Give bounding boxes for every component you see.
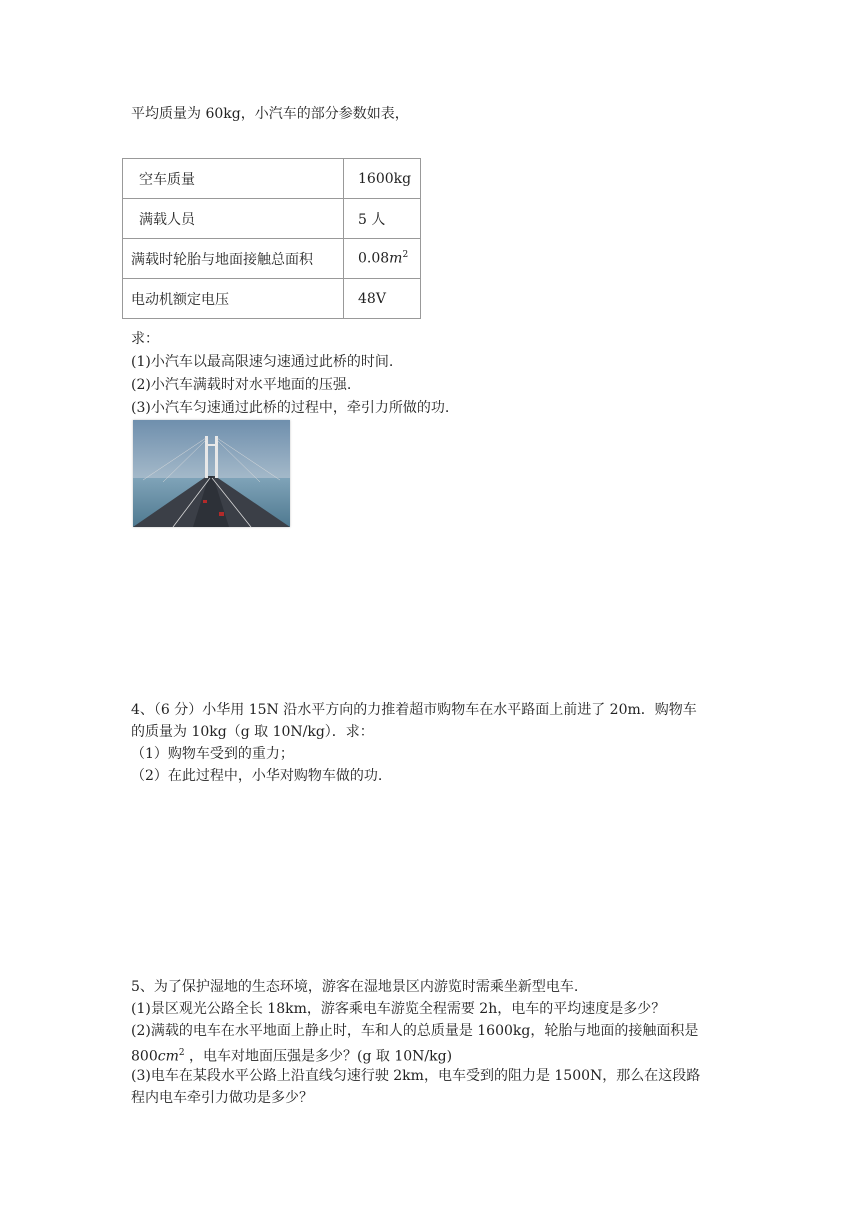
q5-line-5: (3)电车在某段水平公路上沿直线匀速行驶 2km，电车受到的阻力是 1500N，那么在这段路 [131, 1068, 701, 1084]
table-row [123, 159, 421, 199]
q3-intro: 平均质量为 60kg，小汽车的部分参数如表， [131, 106, 409, 122]
param-key: 满载人员 [123, 199, 344, 239]
q3-ask: 求： [131, 331, 159, 347]
q5-line-3: (2)满载的电车在水平地面上静止时，车和人的总质量是 1600kg，轮胎与地面的接触面积是 [131, 1023, 699, 1039]
param-value: 5 人 [344, 199, 421, 239]
table-row [123, 279, 421, 319]
q4-item-1: （1）购物车受到的重力； [131, 746, 294, 762]
param-value: 1600kg [344, 159, 421, 199]
table-row [123, 239, 421, 279]
q3-item-2: (2)小汽车满载时对水平地面的压强. [131, 377, 352, 393]
q5-line-4: $800cm^2$ ，电车对地面压强是多少？(g 取 10N/kg) [131, 1048, 453, 1065]
param-key: 空车质量 [123, 159, 344, 199]
car-params-table [122, 158, 421, 319]
param-value: $0.08m^2$ [344, 239, 421, 279]
q4-line-2: 的质量为 10kg（g 取 10N/kg）．求： [131, 724, 374, 740]
q5-line-1: 5、为了保护湿地的生态环境，游客在湿地景区内游览时需乘坐新型电车. [131, 979, 579, 995]
q5-line-2: (1)景区观光公路全长 18km，游客乘电车游览全程需要 2h，电车的平均速度是多少？ [131, 1001, 666, 1017]
param-key: 满载时轮胎与地面接触总面积 [123, 239, 344, 279]
q4-item-2: （2）在此过程中，小华对购物车做的功. [131, 768, 383, 784]
q3-item-3: (3)小汽车匀速通过此桥的过程中，牵引力所做的功. [131, 400, 450, 416]
param-key: 电动机额定电压 [123, 279, 344, 319]
bridge-photo [133, 420, 290, 527]
q4-line-1: 4、（6 分）小华用 15N 沿水平方向的力推着超市购物车在水平路面上前进了 20m．购物车 [131, 702, 697, 718]
table-row [123, 199, 421, 239]
q5-line-6: 程内电车牵引力做功是多少？ [131, 1090, 313, 1106]
q3-item-1: (1)小汽车以最高限速匀速通过此桥的时间. [131, 354, 394, 370]
param-value: 48V [344, 279, 421, 319]
